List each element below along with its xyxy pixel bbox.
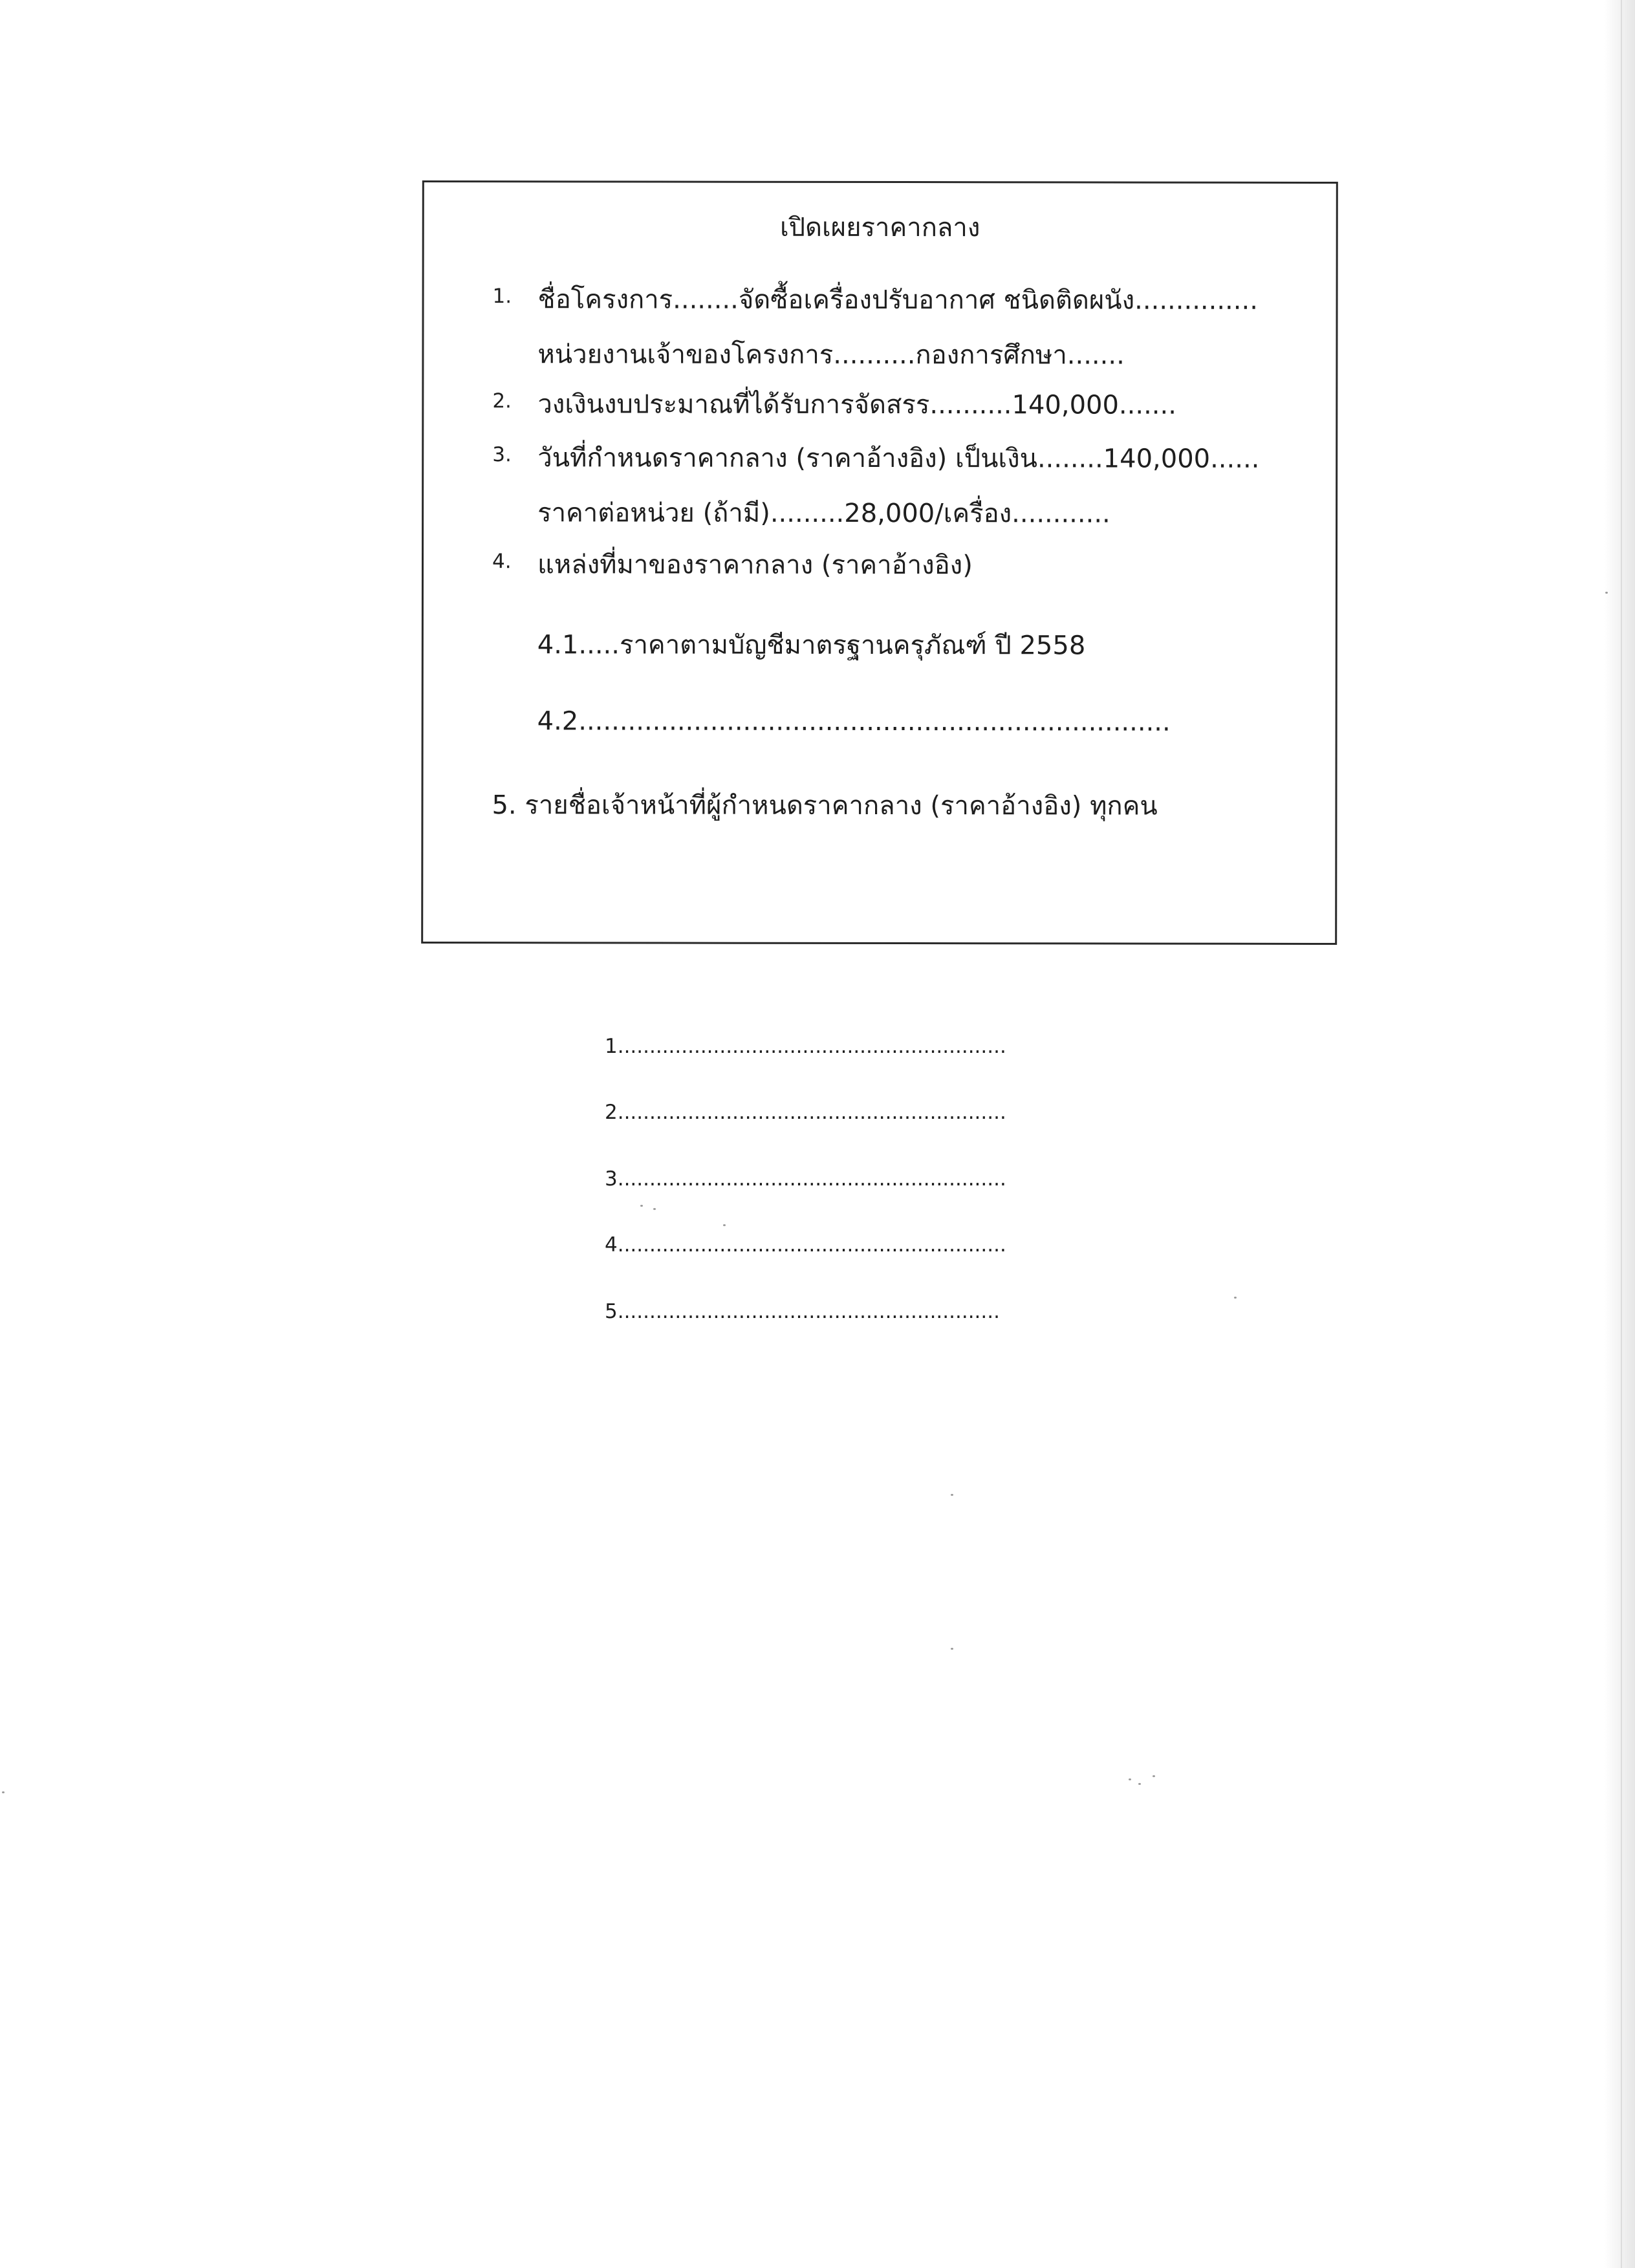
scan-speck (723, 1224, 726, 1226)
item-2-number: 2. (492, 389, 512, 413)
document-title: เปิดเผยราคากลาง (779, 212, 980, 243)
unit-price-line: ราคาต่อหน่วย (ถ้ามี).........28,000/เครื่อง............ (537, 498, 1110, 529)
scan-edge-line (1621, 0, 1622, 2268)
scan-speck (1153, 1775, 1155, 1777)
signature-line-4: 4............................................................. (605, 1233, 1006, 1257)
price-source-line: แหล่งที่มาของราคากลาง (ราคาอ้างอิง) (537, 550, 973, 581)
price-source-4-2: 4.2........................................................................ (537, 706, 1171, 737)
scan-speck (2, 1791, 5, 1793)
scan-speck (1605, 592, 1608, 594)
item-3-number: 3. (492, 443, 512, 467)
item-4-number: 4. (492, 550, 512, 574)
budget-line: วงเงินงบประมาณที่ได้รับการจัดสรร..........140,000....... (537, 389, 1176, 420)
price-disclosure-box (421, 180, 1338, 945)
reference-price-date-line: วันที่กำหนดราคากลาง (ราคาอ้างอิง) เป็นเงิน........140,000...... (537, 443, 1260, 474)
scan-speck (1129, 1778, 1131, 1780)
officials-line: 5. รายชื่อเจ้าหน้าที่ผู้กำหนดราคากลาง (ราคาอ้างอิง) ทุกคน (492, 790, 1158, 821)
scan-speck (653, 1208, 656, 1210)
signature-line-2: 2............................................................. (605, 1101, 1006, 1124)
scan-speck (951, 1494, 953, 1496)
scan-speck (1234, 1297, 1237, 1299)
scan-speck (640, 1205, 643, 1207)
signature-line-5: 5............................................................ (605, 1300, 1000, 1323)
scan-speck (1138, 1783, 1141, 1785)
scan-speck (951, 1648, 953, 1650)
price-source-4-1: 4.1.....ราคาตามบัญชีมาตรฐานครุภัณฑ์ ปี 2558 (537, 630, 1086, 661)
project-name-line: ชื่อโครงการ........จัดซื้อเครื่องปรับอากาศ ชนิดติดผนัง............... (537, 285, 1258, 316)
scan-page-edge (1604, 0, 1635, 2268)
signature-line-3: 3............................................................. (605, 1167, 1006, 1191)
project-owner-line: หน่วยงานเจ้าของโครงการ..........กองการศึกษา....... (537, 340, 1125, 371)
item-1-number: 1. (492, 285, 512, 308)
signature-line-1: 1............................................................. (605, 1035, 1006, 1058)
